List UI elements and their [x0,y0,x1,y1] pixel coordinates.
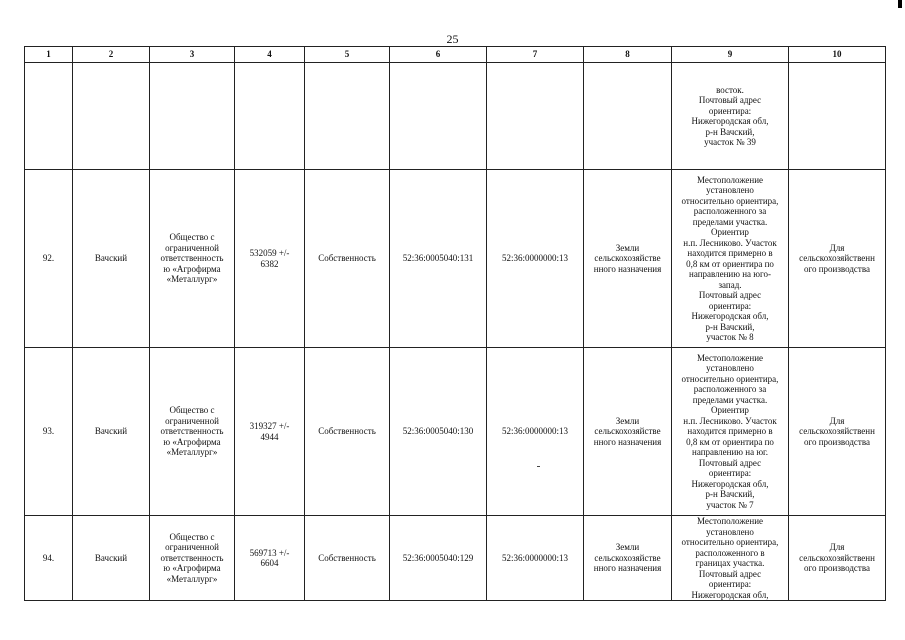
cadastral-number-cell: 52:36:0005040:129 [390,516,487,601]
location-description-cell: Местоположение установлено относительно ориентира, расположенного за пределами участка. Ориентир н.п. Лесниково. Участок находится примерно в 0,8 км от ориентира по направлению на юго- запад. Почтовый адрес ориентира: Нижегородская обл, р-н Вачский, участок № 8 [672,170,789,348]
right-type-cell: Собственность [305,516,390,601]
area-cell [235,63,305,170]
row-number: 92. [25,170,73,348]
row-number: 94. [25,516,73,601]
col-header-6: 6 [390,47,487,63]
cadastral-number-cell: 52:36:0005040:130 [390,348,487,516]
land-category-cell: Земли сельскохозяйстве нного назначения [584,516,672,601]
table-row [25,348,886,516]
owner-cell: Общество с ограниченной ответственность ю «Агрофирма «Металлург» [150,170,235,348]
permitted-use-cell: Для сельскохозяйственн ого производства [789,170,886,348]
area-cell: 569713 +/- 6604 [235,516,305,601]
parent-cadastral-cell: 52:36:0000000:13 [487,170,584,348]
permitted-use-cell [789,63,886,170]
scan-speck [537,466,540,467]
header-row [25,47,886,63]
table-row [25,170,886,348]
cadastral-number-cell: 52:36:0005040:131 [390,170,487,348]
col-header-4: 4 [235,47,305,63]
right-type-cell: Собственность [305,170,390,348]
parent-cadastral-cell: 52:36:0000000:13 [487,348,584,516]
row-number: 93. [25,348,73,516]
owner-cell [150,63,235,170]
permitted-use-cell: Для сельскохозяйственн ого производства [789,516,886,601]
parent-cadastral-cell [487,63,584,170]
land-category-cell [584,63,672,170]
owner-cell: Общество с ограниченной ответственность ю «Агрофирма «Металлург» [150,516,235,601]
row-number [25,63,73,170]
permitted-use-cell: Для сельскохозяйственн ого производства [789,348,886,516]
location-description-cell: Местоположение установлено относительно ориентира, расположенного в границах участка. Почтовый адрес ориентира: Нижегородская обл, [672,516,789,601]
col-header-1: 1 [25,47,73,63]
col-header-9: 9 [672,47,789,63]
area-cell: 532059 +/- 6382 [235,170,305,348]
col-header-10: 10 [789,47,886,63]
cadastral-number-cell [390,63,487,170]
table-row [25,63,886,170]
right-type-cell [305,63,390,170]
district-cell [73,63,150,170]
page-number: 25 [446,32,459,46]
district-cell: Вачский [73,348,150,516]
col-header-7: 7 [487,47,584,63]
table-row [25,516,886,601]
col-header-5: 5 [305,47,390,63]
area-cell: 319327 +/- 4944 [235,348,305,516]
land-register-table [24,46,886,601]
land-category-cell: Земли сельскохозяйстве нного назначения [584,170,672,348]
location-description-cell: Местоположение установлено относительно ориентира, расположенного за пределами участка. Ориентир н.п. Лесниково. Участок находится примерно в 0,8 км от ориентира по направлению на юг. Почтовый адрес ориентира: Нижегородская обл, р-н Вачский, участок № 7 [672,348,789,516]
location-description-cell: восток. Почтовый адрес ориентира: Нижегородская обл, р-н Вачский, участок № 39 [672,63,789,170]
parent-cadastral-cell: 52:36:0000000:13 [487,516,584,601]
scan-corner-mark [898,0,902,8]
col-header-8: 8 [584,47,672,63]
land-category-cell: Земли сельскохозяйстве нного назначения [584,348,672,516]
col-header-3: 3 [150,47,235,63]
district-cell: Вачский [73,516,150,601]
district-cell: Вачский [73,170,150,348]
right-type-cell: Собственность [305,348,390,516]
owner-cell: Общество с ограниченной ответственность ю «Агрофирма «Металлург» [150,348,235,516]
col-header-2: 2 [73,47,150,63]
